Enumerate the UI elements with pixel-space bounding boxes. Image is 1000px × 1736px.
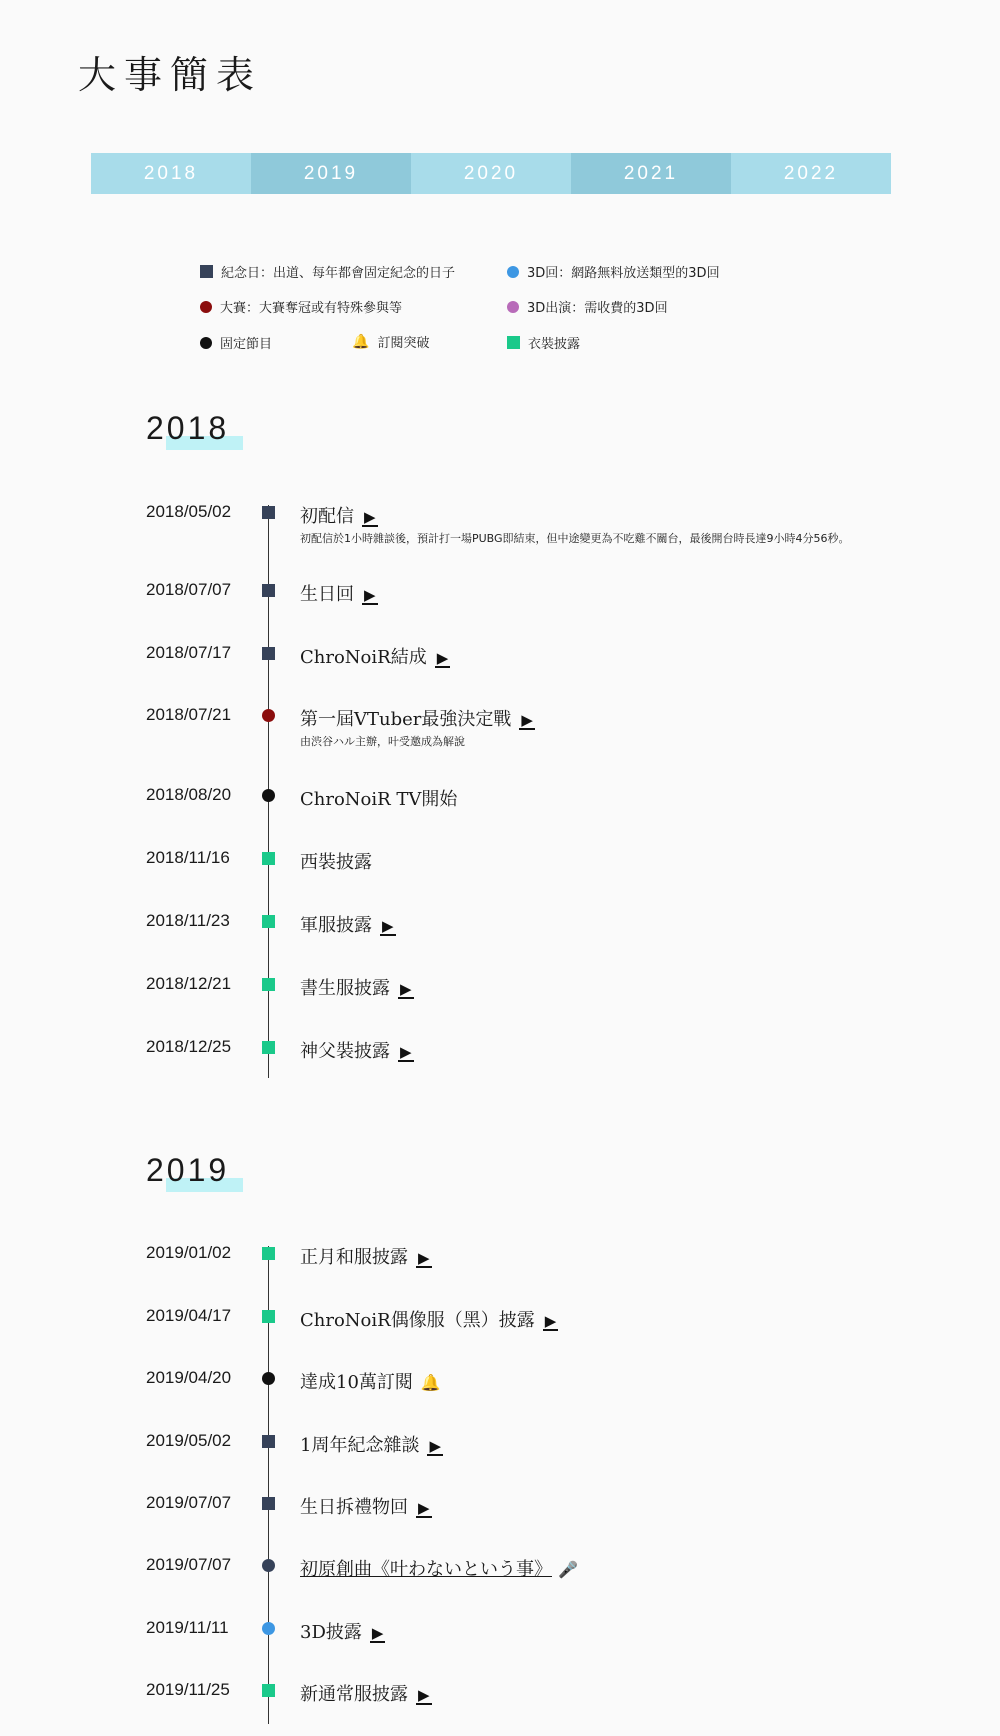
free3d-dot-icon xyxy=(507,266,519,278)
section-year-heading xyxy=(146,1152,229,1189)
event-title-text: ChroNoiR TV開始 xyxy=(300,789,458,810)
event-title xyxy=(300,502,378,528)
year-tab-2021[interactable]: 2021 xyxy=(571,153,731,194)
event-marker-outfit xyxy=(262,1684,275,1697)
legend-item-anniversary xyxy=(200,262,455,281)
year-tab-2022[interactable]: 2022 xyxy=(731,153,891,194)
event-marker-tournament xyxy=(262,709,275,722)
event-title-text: 神父裝披露 xyxy=(300,1041,390,1062)
event-date: 2019/07/07 xyxy=(146,1555,232,1574)
event-date: 2018/07/07 xyxy=(146,580,232,599)
event-marker-anniversary xyxy=(262,1435,275,1448)
year-nav xyxy=(91,153,891,194)
event-title xyxy=(300,1306,558,1332)
event-title-text: 1周年紀念雜談 xyxy=(300,1435,420,1456)
song-link[interactable]: 初原創曲《叶わないという事》 xyxy=(300,1559,552,1580)
year-tab-2020[interactable]: 2020 xyxy=(411,153,571,194)
play-video-icon[interactable]: ▶ xyxy=(364,586,376,604)
play-video-icon[interactable]: ▶ xyxy=(418,1686,430,1704)
tournament-dot-icon xyxy=(200,301,212,313)
play-video-icon[interactable]: ▶ xyxy=(418,1249,430,1267)
play-video-icon[interactable]: ▶ xyxy=(521,711,533,729)
event-title-text: 生日回 xyxy=(300,584,354,605)
event-title xyxy=(300,1243,432,1269)
event-date: 2019/01/02 xyxy=(146,1243,232,1262)
event-title-text: 軍服披露 xyxy=(300,915,372,936)
event-note: 初配信於1小時雜談後，預計打一場PUBG即結束，但中途變更為不吃雞不關台，最後開台時長達9小時4分56秒。 xyxy=(300,532,850,545)
play-video-icon[interactable]: ▶ xyxy=(436,649,449,667)
microphone-icon[interactable]: 🎤 xyxy=(558,1560,578,1579)
event-title-text: 第一屆VTuber最強決定戰 xyxy=(300,709,512,730)
event-date: 2018/05/02 xyxy=(146,502,232,521)
legend-label: 3D回：網路無料放送類型的3D回 xyxy=(527,266,720,281)
event-title-text: 3D披露 xyxy=(300,1622,362,1643)
event-title xyxy=(300,974,414,1000)
play-video-icon[interactable]: ▶ xyxy=(364,508,376,526)
event-date: 2019/11/25 xyxy=(146,1680,230,1699)
legend-item-regular xyxy=(200,333,272,352)
event-marker-outfit xyxy=(262,915,275,928)
event-date: 2019/11/11 xyxy=(146,1618,229,1637)
event-title xyxy=(300,1431,443,1457)
event-marker-anniversary xyxy=(262,647,275,660)
event-marker-outfit xyxy=(262,1041,275,1054)
play-video-icon[interactable]: ▶ xyxy=(429,1437,441,1455)
event-title-text: 達成10萬訂閱 xyxy=(300,1372,413,1393)
legend-label: 固定節目 xyxy=(220,337,273,352)
event-marker-outfit xyxy=(262,852,275,865)
year-tab-2018[interactable]: 2018 xyxy=(91,153,251,194)
event-date: 2018/12/21 xyxy=(146,974,232,993)
legend-label: 3D出演：需收費的3D回 xyxy=(527,301,668,316)
event-title-text: ChroNoiR結成 xyxy=(300,647,427,668)
event-marker-regular xyxy=(262,789,275,802)
play-video-icon[interactable]: ▶ xyxy=(400,1043,412,1061)
event-title xyxy=(300,848,372,874)
event-date: 2018/08/20 xyxy=(146,785,232,804)
play-video-icon[interactable]: ▶ xyxy=(382,917,394,935)
anniversary-square-icon xyxy=(200,265,213,278)
legend xyxy=(200,262,800,362)
event-title-text: 新通常服披露 xyxy=(300,1684,408,1705)
page-title: 大事簡表 xyxy=(78,53,263,97)
event-title xyxy=(300,911,396,937)
event-title xyxy=(300,1555,578,1581)
outfit-square-icon xyxy=(507,336,520,349)
bell-icon: 🔔 xyxy=(352,333,370,350)
event-date: 2018/11/16 xyxy=(146,848,230,867)
event-title-text: 生日拆禮物回 xyxy=(300,1497,408,1518)
event-date: 2018/11/23 xyxy=(146,911,230,930)
event-marker-free3d xyxy=(262,1622,275,1635)
event-date: 2019/04/20 xyxy=(146,1368,232,1387)
event-date: 2018/07/21 xyxy=(146,705,232,724)
event-title-text: 正月和服披露 xyxy=(300,1247,408,1268)
legend-label: 大賽：大賽奪冠或有特殊參與等 xyxy=(220,301,403,316)
event-title xyxy=(300,1037,414,1063)
play-video-icon[interactable]: ▶ xyxy=(371,1624,384,1642)
event-title xyxy=(300,1493,432,1519)
event-title xyxy=(300,1618,385,1644)
event-date: 2018/12/25 xyxy=(146,1037,232,1056)
play-video-icon[interactable]: ▶ xyxy=(400,980,412,998)
event-date: 2019/04/17 xyxy=(146,1306,232,1325)
bell-icon: 🔔 xyxy=(420,1373,441,1392)
event-marker-anniversary xyxy=(262,1497,275,1510)
event-marker-song xyxy=(262,1559,275,1572)
paid3d-dot-icon xyxy=(507,301,519,313)
legend-item-tournament xyxy=(200,297,402,316)
event-marker-anniversary xyxy=(262,506,275,519)
event-marker-outfit xyxy=(262,978,275,991)
legend-item-paid3d xyxy=(507,297,668,316)
legend-item-outfit xyxy=(507,333,580,352)
legend-label: 衣裝披露 xyxy=(528,337,581,352)
legend-label: 紀念日：出道、每年都會固定紀念的日子 xyxy=(221,266,456,281)
event-marker-outfit xyxy=(262,1247,275,1260)
event-date: 2019/05/02 xyxy=(146,1431,232,1450)
legend-item-free3d xyxy=(507,262,720,281)
event-title xyxy=(300,1368,441,1394)
event-marker-outfit xyxy=(262,1310,275,1323)
event-marker-anniversary xyxy=(262,584,275,597)
event-title-text: ChroNoiR偶像服（黑）披露 xyxy=(300,1310,535,1331)
legend-label: 訂閱突破 xyxy=(377,336,430,351)
year-tab-2019[interactable]: 2019 xyxy=(251,153,411,194)
regular-dot-icon xyxy=(200,337,212,349)
legend-item-subscribe xyxy=(352,332,429,351)
event-date: 2019/07/07 xyxy=(146,1493,232,1512)
section-year-text: 2019 xyxy=(146,1152,230,1188)
event-title xyxy=(300,1680,432,1706)
event-title-text: 初配信 xyxy=(300,506,354,527)
event-marker-regular xyxy=(262,1372,275,1385)
event-title xyxy=(300,580,378,606)
play-video-icon[interactable]: ▶ xyxy=(418,1499,430,1517)
section-year-heading xyxy=(146,410,229,447)
event-title xyxy=(300,643,450,669)
section-year-text: 2018 xyxy=(146,410,230,446)
event-title xyxy=(300,705,535,731)
event-title xyxy=(300,785,457,811)
play-video-icon[interactable]: ▶ xyxy=(544,1312,557,1330)
event-note: 由渋谷ハル主辦，叶受邀成為解說 xyxy=(300,735,465,748)
event-title-text: 西裝披露 xyxy=(300,852,372,873)
event-date: 2018/07/17 xyxy=(146,643,232,662)
event-title-text: 書生服披露 xyxy=(300,978,390,999)
